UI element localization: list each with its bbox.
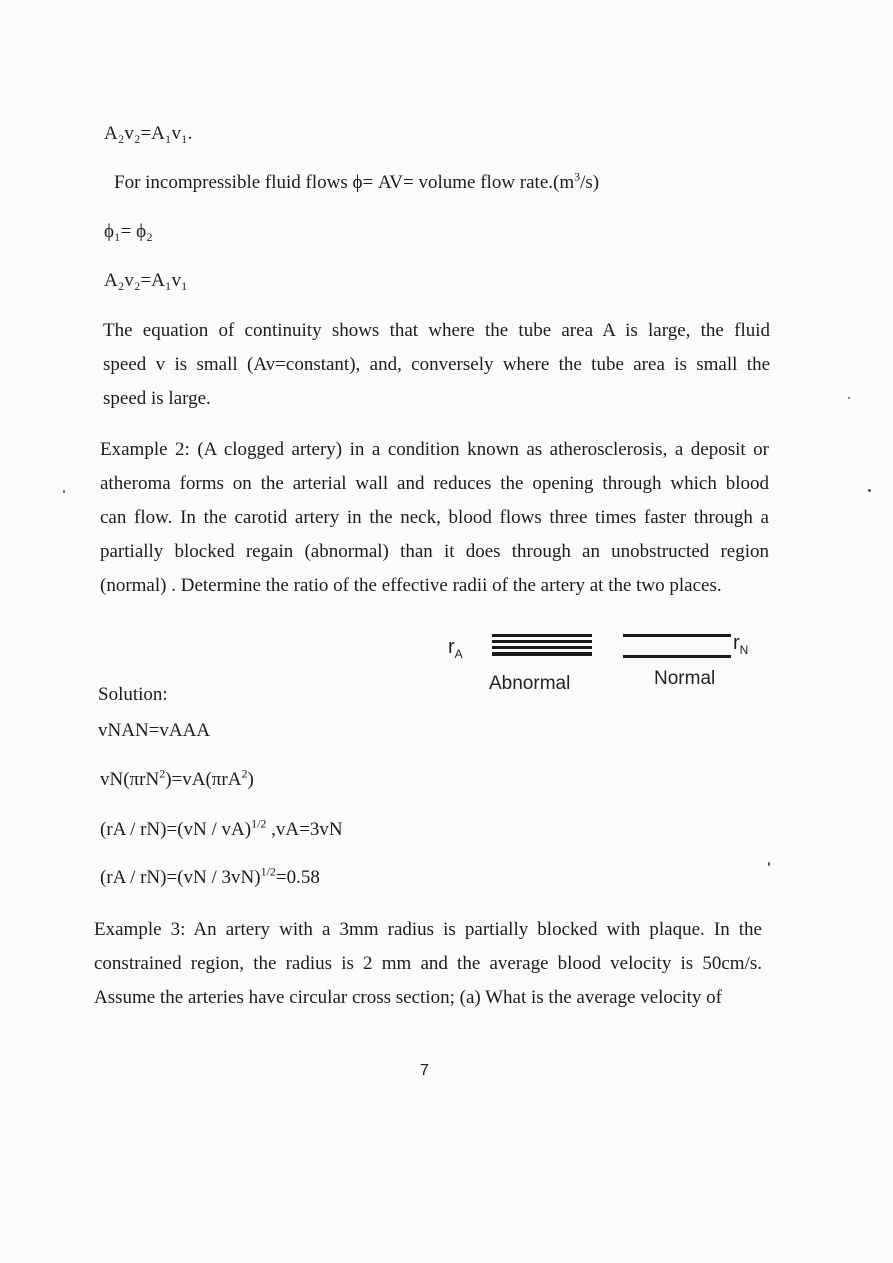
page-number: 7 bbox=[420, 1062, 429, 1079]
continuity-line-1: The equation of continuity shows that where the tube area A is large, the fluid bbox=[103, 320, 770, 341]
example-2-line-4: partially blocked regain (abnormal) than it does through an unobstructed region bbox=[100, 541, 769, 562]
normal-artery-wall-top bbox=[623, 634, 731, 637]
continuity-line-3: speed is large. bbox=[103, 388, 211, 409]
example-3-line-1: Example 3: An artery with a 3mm radius is partially blocked with plaque. In the bbox=[94, 919, 762, 940]
abnormal-artery-wall-mid-2 bbox=[492, 646, 592, 649]
flow-rate-tail: /s) bbox=[580, 172, 600, 193]
solution-step-4-part-a: (rA / rN)=(vN / 3vN) bbox=[100, 867, 261, 888]
abnormal-artery-wall-top bbox=[492, 634, 592, 637]
solution-step-3 bbox=[100, 818, 343, 842]
solution-heading: Solution: bbox=[98, 684, 168, 705]
scan-speck bbox=[768, 862, 770, 866]
solution-step-1 bbox=[98, 719, 210, 743]
normal-artery-wall-bottom bbox=[623, 655, 731, 658]
solution-step-2 bbox=[100, 768, 254, 792]
abnormal-artery-wall-bottom bbox=[492, 652, 592, 656]
solution-step-2-part-a: vN(πrN bbox=[100, 769, 160, 790]
radius-normal-label: $r_N$ bbox=[733, 632, 749, 657]
solution-step-2-sup-a: 2 bbox=[159, 766, 166, 781]
example-3-paragraph bbox=[94, 913, 762, 1015]
scan-speck bbox=[848, 397, 850, 399]
flow-rate-superscript: 3 bbox=[574, 169, 581, 184]
solution-step-4 bbox=[100, 866, 320, 890]
example-2-line-2: atheroma forms on the arterial wall and reduces the opening through which blood bbox=[100, 473, 769, 494]
solution-step-1-text: vNAN=vAAA bbox=[98, 720, 211, 741]
example-3-line-3: Assume the arteries have circular cross section; (a) What is the average velocity of bbox=[94, 987, 722, 1008]
solution-step-4-sup: 1/2 bbox=[260, 864, 276, 879]
solution-step-2-part-b: )=vA(πrA bbox=[165, 769, 242, 790]
flow-rate-text-pre: For incompressible fluid flows bbox=[114, 172, 353, 193]
solution-step-3-part-b: ,vA=3vN bbox=[266, 819, 343, 840]
phi-equation: ϕ₁= ϕ₂ bbox=[104, 221, 153, 242]
example-2-line-3: can flow. In the carotid artery in the neck, blood flows three times faster through a bbox=[100, 507, 769, 528]
normal-caption: Normal bbox=[654, 668, 716, 689]
solution-step-3-part-a: (rA / rN)=(vN / vA) bbox=[100, 819, 252, 840]
abnormal-caption: Abnormal bbox=[489, 673, 571, 694]
continuity-line-2: speed v is small (Av=constant), and, conversely where the tube area is small the bbox=[103, 354, 770, 375]
scan-speck bbox=[63, 490, 65, 493]
example-2-line-5: (normal) . Determine the ratio of the effective radii of the artery at the two places. bbox=[100, 575, 722, 596]
radius-abnormal-label: $r_A$ bbox=[448, 636, 463, 661]
flow-rate-line bbox=[114, 171, 599, 195]
example-2-line-1: Example 2: (A clogged artery) in a condition known as atherosclerosis, a deposit or bbox=[100, 439, 769, 460]
example-3-line-2: constrained region, the radius is 2 mm and the average blood velocity is 50cm/s. bbox=[94, 953, 762, 974]
flow-rate-text-post: = AV= volume flow rate.(m bbox=[362, 172, 575, 193]
continuity-paragraph bbox=[103, 314, 770, 416]
example-2-paragraph bbox=[100, 433, 769, 603]
phi-symbol: ϕ bbox=[352, 172, 363, 193]
solution-step-2-sup-b: 2 bbox=[241, 766, 248, 781]
solution-step-3-sup: 1/2 bbox=[251, 816, 267, 831]
abnormal-artery-wall-mid-1 bbox=[492, 640, 592, 643]
solution-step-4-part-b: =0.58 bbox=[275, 867, 320, 888]
solution-step-2-part-c: ) bbox=[247, 769, 254, 790]
equation-continuity-repeat: A₂v₂=A₁v₁ bbox=[104, 270, 188, 291]
scan-speck bbox=[868, 489, 871, 492]
equation-continuity-top: A₂v₂=A₁v₁. bbox=[104, 123, 193, 144]
